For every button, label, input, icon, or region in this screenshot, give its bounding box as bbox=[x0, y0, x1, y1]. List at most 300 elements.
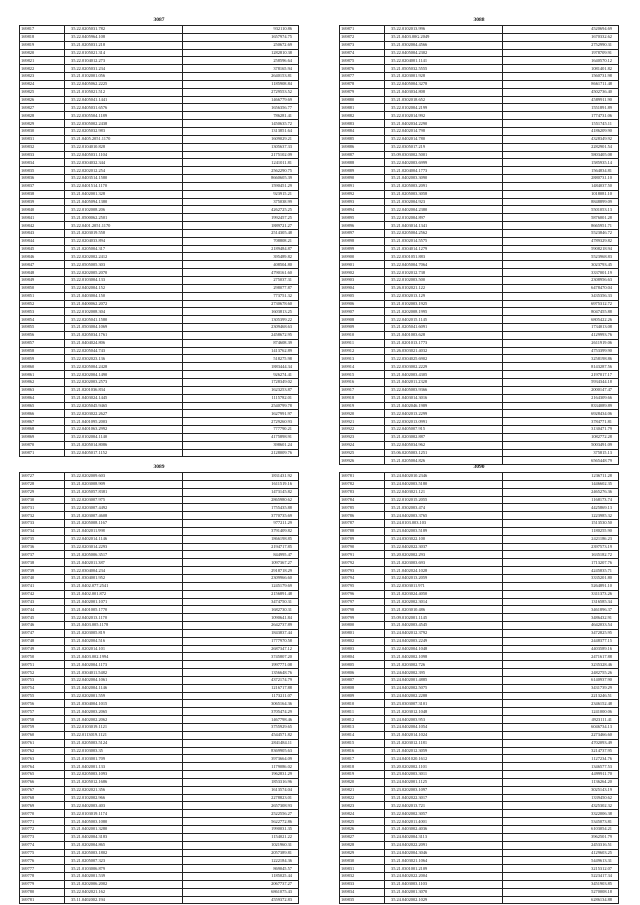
table-row bbox=[20, 277, 299, 285]
amount-cell: 1081401.82 bbox=[503, 65, 619, 73]
table-row bbox=[20, 512, 299, 520]
code-cell: 35.22.0302023.136 bbox=[65, 355, 183, 363]
row-id-cell: 169903 bbox=[340, 277, 385, 285]
row-id-cell: 169897 bbox=[340, 229, 385, 237]
row-id-cell: 169818 bbox=[340, 763, 385, 771]
amount-cell: 1313851.64 bbox=[183, 127, 299, 135]
code-cell: 35.24.0103.003.103 bbox=[385, 520, 503, 528]
row-id-cell: 169804 bbox=[340, 653, 385, 661]
row-id-cell: 169850 bbox=[20, 284, 65, 292]
code-cell: 35.11.0402002.194 bbox=[65, 896, 183, 904]
code-cell: 35.22.0102012.738 bbox=[385, 269, 503, 277]
row-id-cell: 169777 bbox=[20, 865, 65, 873]
code-cell: 35.21.0403003.1103 bbox=[385, 880, 503, 888]
code-cell: 35.21.0203010.486 bbox=[385, 606, 503, 614]
code-cell: 35.21.0205006.3517 bbox=[65, 551, 183, 559]
row-id-cell: 169835 bbox=[20, 167, 65, 175]
row-id-cell: 169891 bbox=[340, 182, 385, 190]
amount-cell: 1316585.34 bbox=[503, 598, 619, 606]
amount-cell: 2865980.62 bbox=[183, 496, 299, 504]
row-id-cell: 169825 bbox=[20, 88, 65, 96]
code-cell: 35.22.0403514.1580 bbox=[65, 175, 183, 183]
code-cell: 35.21.0402002.2062 bbox=[65, 716, 183, 724]
table-row bbox=[20, 888, 299, 896]
code-cell: 35.22.0205031.234 bbox=[65, 65, 183, 73]
code-cell: 35.22.0204033.894 bbox=[65, 237, 183, 245]
code-cell: 35.21.0203008.909 bbox=[65, 480, 183, 488]
row-id-cell: 169795 bbox=[340, 582, 385, 590]
code-cell: 35.22.0402022.3037 bbox=[385, 543, 503, 551]
row-id-cell: 169871 bbox=[20, 449, 65, 457]
code-cell: 35.21.0203002.726 bbox=[385, 661, 503, 669]
table-row bbox=[340, 527, 619, 535]
table-row bbox=[340, 771, 619, 779]
row-id-cell: 169737 bbox=[20, 551, 65, 559]
row-id-cell: 169775 bbox=[20, 849, 65, 857]
amount-cell: 1180255.90 bbox=[503, 527, 619, 535]
row-id-cell: 169857 bbox=[20, 339, 65, 347]
code-cell: 35.21.0304014.1279 bbox=[385, 245, 503, 253]
table-row bbox=[20, 112, 299, 120]
code-cell: 35.24.0402003.5180 bbox=[385, 480, 503, 488]
row-id-cell: 169871 bbox=[340, 26, 385, 34]
amount-cell: 375038.99 bbox=[183, 198, 299, 206]
table-row bbox=[340, 300, 619, 308]
code-cell: 35.21.0201013.1773 bbox=[385, 339, 503, 347]
amount-cell: 5345073.81 bbox=[503, 818, 619, 826]
table-row bbox=[20, 661, 299, 669]
code-cell: 35.21.0402011.387 bbox=[65, 559, 183, 567]
code-cell: 35.21.0402003.3090 bbox=[385, 175, 503, 183]
amount-cell: 2562290.75 bbox=[183, 167, 299, 175]
code-cell: 35.22.0102003.500 bbox=[385, 277, 503, 285]
amount-cell: 2000147.47 bbox=[503, 386, 619, 394]
code-cell: 35.21.0402012.3059 bbox=[385, 747, 503, 755]
row-id-cell: 169805 bbox=[340, 661, 385, 669]
table-row bbox=[20, 669, 299, 677]
amount-cell: 1222184.36 bbox=[183, 857, 299, 865]
code-cell: 35.24.0402003.3765 bbox=[385, 512, 503, 520]
row-id-cell: 169893 bbox=[340, 198, 385, 206]
amount-cell: 2482755.26 bbox=[503, 669, 619, 677]
table-row bbox=[20, 378, 299, 386]
table-row bbox=[20, 825, 299, 833]
amount-cell: 1446602.35 bbox=[503, 480, 619, 488]
code-cell: 35.22.0203014.2293 bbox=[65, 543, 183, 551]
amount-cell: 2471617.88 bbox=[503, 653, 619, 661]
amount-cell: 2514305.48 bbox=[183, 229, 299, 237]
amount-cell: 1484037.50 bbox=[503, 182, 619, 190]
code-cell: 35.21.0402004.1173 bbox=[65, 661, 183, 669]
table-row bbox=[20, 684, 299, 692]
amount-cell: 5523968.83 bbox=[503, 253, 619, 261]
amount-cell: 3755929.65 bbox=[183, 724, 299, 732]
amount-cell: 1611519.16 bbox=[183, 480, 299, 488]
amount-cell: 6805422.26 bbox=[503, 316, 619, 324]
code-cell: 35.22.0304025.6902 bbox=[385, 355, 503, 363]
amount-cell: 2057389.81 bbox=[183, 849, 299, 857]
table-row bbox=[340, 151, 619, 159]
table-body bbox=[340, 26, 619, 465]
row-id-cell: 169727 bbox=[20, 473, 65, 481]
row-id-cell: 169799 bbox=[340, 614, 385, 622]
amount-cell: 4502736.40 bbox=[503, 88, 619, 96]
code-cell: 35.22.0202001.559 bbox=[65, 692, 183, 700]
row-id-cell: 169920 bbox=[340, 410, 385, 418]
row-id-cell: 169796 bbox=[340, 590, 385, 598]
table-row bbox=[20, 324, 299, 332]
amount-cell: 2729260.93 bbox=[183, 418, 299, 426]
code-cell: 35.24.0402022.2091 bbox=[385, 841, 503, 849]
code-cell: 35.22.0402014.1146 bbox=[65, 535, 183, 543]
amount-cell: 6478470.04 bbox=[503, 284, 619, 292]
code-cell: 35.21.0403014.3016 bbox=[385, 394, 503, 402]
code-cell: 35.21.0405094.1380 bbox=[65, 198, 183, 206]
code-cell: 35.24.0402002.1029 bbox=[385, 896, 503, 904]
table-row bbox=[340, 614, 619, 622]
table-row bbox=[340, 331, 619, 339]
amount-cell: 3472825.95 bbox=[503, 629, 619, 637]
amount-cell: 1853316.96 bbox=[183, 778, 299, 786]
code-cell: 35.22.0103003.35 bbox=[65, 747, 183, 755]
table-row bbox=[20, 363, 299, 371]
code-cell: 35.21.0302003.474 bbox=[385, 504, 503, 512]
amount-cell: 5934344.18 bbox=[503, 378, 619, 386]
table-row bbox=[20, 57, 299, 65]
code-cell: 35.21.0205007.323 bbox=[65, 857, 183, 865]
row-id-cell: 169733 bbox=[20, 520, 65, 528]
amount-cell: 5003491.09 bbox=[503, 441, 619, 449]
table-row bbox=[20, 480, 299, 488]
table-row bbox=[340, 167, 619, 175]
row-id-cell: 169830 bbox=[20, 127, 65, 135]
table-row bbox=[20, 418, 299, 426]
amount-cell: 3023793.45 bbox=[503, 261, 619, 269]
code-cell: 35.22.0405041.1441 bbox=[65, 96, 183, 104]
amount-cell: 2611919.06 bbox=[503, 339, 619, 347]
table-row bbox=[340, 143, 619, 151]
row-id-cell: 169831 bbox=[340, 865, 385, 873]
code-cell: 35.22.0403021.121 bbox=[385, 488, 503, 496]
amount-cell: 5523846.72 bbox=[503, 229, 619, 237]
code-cell: 35.21.0402.077.2541 bbox=[65, 582, 183, 590]
row-id-cell: 169762 bbox=[20, 747, 65, 755]
table-row bbox=[20, 214, 299, 222]
table-row bbox=[340, 386, 619, 394]
table-row bbox=[340, 88, 619, 96]
table-row bbox=[340, 65, 619, 73]
amount-cell: 5876001.28 bbox=[503, 214, 619, 222]
table-row bbox=[20, 65, 299, 73]
row-id-cell: 169742 bbox=[20, 590, 65, 598]
row-id-cell: 169831 bbox=[20, 135, 65, 143]
amount-cell: 258596.64 bbox=[183, 57, 299, 65]
code-cell: 35.24.0303022.100 bbox=[385, 535, 503, 543]
amount-cell: 4245835.71 bbox=[503, 567, 619, 575]
amount-cell: 1097367.27 bbox=[183, 559, 299, 567]
amount-cell: 1997771.08 bbox=[183, 661, 299, 669]
row-id-cell: 169901 bbox=[340, 261, 385, 269]
row-id-cell: 169922 bbox=[340, 426, 385, 434]
table-row bbox=[20, 143, 299, 151]
row-id-cell: 169810 bbox=[340, 700, 385, 708]
code-cell: 35.22.0104010.828 bbox=[65, 143, 183, 151]
amount-cell: 4262725.25 bbox=[183, 206, 299, 214]
amount-cell: 1889721.27 bbox=[183, 222, 299, 230]
code-cell: 35.21.0205014.8086 bbox=[65, 441, 183, 449]
amount-cell: 4544571.82 bbox=[183, 731, 299, 739]
code-cell: 35.22.0402015.1145 bbox=[385, 316, 503, 324]
amount-cell: 2642737.89 bbox=[183, 622, 299, 630]
table-row bbox=[20, 449, 299, 457]
amount-cell: 1866198.85 bbox=[183, 535, 299, 543]
amount-cell: 3461896.37 bbox=[503, 606, 619, 614]
table-row bbox=[20, 88, 299, 96]
table-row bbox=[20, 41, 299, 49]
table-row bbox=[340, 57, 619, 65]
code-cell: 35.22.0405004.7064 bbox=[385, 261, 503, 269]
code-cell: 35.22.0402013.2059 bbox=[385, 574, 503, 582]
row-id-cell: 169776 bbox=[20, 857, 65, 865]
row-id-cell: 169822 bbox=[20, 65, 65, 73]
row-id-cell: 169824 bbox=[340, 810, 385, 818]
amount-cell: 3335201.80 bbox=[503, 574, 619, 582]
table-row bbox=[20, 96, 299, 104]
amount-cell: 1305637.33 bbox=[183, 143, 299, 151]
amount-cell: 1466779.69 bbox=[183, 96, 299, 104]
amount-cell: 3705474.29 bbox=[183, 708, 299, 716]
row-id-cell: 169853 bbox=[20, 308, 65, 316]
row-id-cell: 169794 bbox=[340, 574, 385, 582]
code-cell: 35.21.0302004.923 bbox=[385, 198, 503, 206]
table-row bbox=[340, 661, 619, 669]
code-cell: 35.21.0402001.539 bbox=[65, 873, 183, 881]
code-cell: 35.21.0403021.1064 bbox=[385, 857, 503, 865]
table-row bbox=[340, 857, 619, 865]
code-cell: 35.21.0402001.3280 bbox=[65, 825, 183, 833]
table-row bbox=[20, 473, 299, 481]
amount-cell: 1154021.22 bbox=[183, 833, 299, 841]
code-cell: 35.21.0401005.1770 bbox=[65, 606, 183, 614]
table-row bbox=[340, 339, 619, 347]
amount-cell: 8334089.89 bbox=[503, 402, 619, 410]
row-id-cell: 169819 bbox=[340, 771, 385, 779]
amount-cell: 1657974.75 bbox=[183, 33, 299, 41]
table-row bbox=[20, 261, 299, 269]
row-id-cell: 169819 bbox=[20, 41, 65, 49]
row-id-cell: 169809 bbox=[340, 692, 385, 700]
row-id-cell: 169908 bbox=[340, 316, 385, 324]
amount-cell: 3451903.85 bbox=[503, 880, 619, 888]
amount-cell: 250672.69 bbox=[183, 41, 299, 49]
row-id-cell: 169823 bbox=[340, 802, 385, 810]
row-id-cell: 169896 bbox=[340, 222, 385, 230]
row-id-cell: 169894 bbox=[340, 206, 385, 214]
table-row bbox=[20, 190, 299, 198]
row-id-cell: 169859 bbox=[20, 355, 65, 363]
code-cell: 35.22.0305504.1189 bbox=[65, 112, 183, 120]
table-row bbox=[340, 277, 619, 285]
row-id-cell: 169731 bbox=[20, 504, 65, 512]
amount-cell: 2841484.11 bbox=[183, 739, 299, 747]
amount-cell: 6046734.13 bbox=[503, 724, 619, 732]
table-row bbox=[20, 574, 299, 582]
table-row bbox=[20, 120, 299, 128]
row-id-cell: 169862 bbox=[20, 378, 65, 386]
row-id-cell: 169759 bbox=[20, 724, 65, 732]
table-row bbox=[20, 818, 299, 826]
code-cell: 35.21.0402003.4545 bbox=[385, 622, 503, 630]
code-cell: 35.21.0302018.652 bbox=[385, 96, 503, 104]
code-cell: 35.22.0102004.1140 bbox=[65, 433, 183, 441]
row-id-cell: 169918 bbox=[340, 394, 385, 402]
row-id-cell: 169905 bbox=[340, 292, 385, 300]
table-row bbox=[340, 888, 619, 896]
table-row bbox=[340, 104, 619, 112]
code-cell: 35.22.0103019.1121 bbox=[65, 724, 183, 732]
amount-cell: 6103054.21 bbox=[503, 825, 619, 833]
row-id-cell: 169838 bbox=[20, 190, 65, 198]
row-id-cell: 169889 bbox=[340, 167, 385, 175]
amount-cell: 2273466.60 bbox=[503, 731, 619, 739]
table-row bbox=[340, 520, 619, 528]
code-cell: 35.21.0405.2051.1170 bbox=[65, 135, 183, 143]
row-id-cell: 169884 bbox=[340, 127, 385, 135]
amount-cell: 4325302.32 bbox=[503, 802, 619, 810]
table-row bbox=[20, 771, 299, 779]
amount-cell: 1082772.28 bbox=[503, 433, 619, 441]
amount-cell: 1282810.38 bbox=[183, 49, 299, 57]
code-cell: 35.21.0403004.150 bbox=[65, 292, 183, 300]
code-cell: 35.22.0402004.1061 bbox=[65, 676, 183, 684]
table-row bbox=[340, 198, 619, 206]
code-cell: 35.21.0202004.865 bbox=[65, 841, 183, 849]
amount-cell: 1450635.72 bbox=[183, 120, 299, 128]
table-row bbox=[340, 543, 619, 551]
code-cell: 35.22.0405034.962 bbox=[385, 441, 503, 449]
amount-cell: 1613574.04 bbox=[183, 786, 299, 794]
amount-cell: 1990031.35 bbox=[183, 825, 299, 833]
code-cell: 35.22.0401514.1170 bbox=[65, 182, 183, 190]
table-row bbox=[20, 653, 299, 661]
code-cell: 35.24.0402010.2346 bbox=[385, 473, 503, 481]
code-cell: 35.22.0401063.2992 bbox=[65, 426, 183, 434]
code-cell: 35.21.0503004.1069 bbox=[65, 324, 183, 332]
row-id-cell: 169728 bbox=[20, 480, 65, 488]
row-id-cell: 169851 bbox=[20, 292, 65, 300]
amount-cell: 3235328.46 bbox=[503, 661, 619, 669]
code-cell: 35.22.0102013.996 bbox=[385, 26, 503, 34]
table-row bbox=[340, 363, 619, 371]
row-id-cell: 169812 bbox=[340, 716, 385, 724]
table-row bbox=[20, 331, 299, 339]
code-cell: 35.22.0202021.356 bbox=[65, 786, 183, 794]
row-id-cell: 169808 bbox=[340, 684, 385, 692]
table-row bbox=[20, 794, 299, 802]
table-row bbox=[20, 857, 299, 865]
code-cell: 35.24.0402003.953 bbox=[385, 716, 503, 724]
row-id-cell: 169833 bbox=[20, 151, 65, 159]
amount-cell: 3311373.26 bbox=[503, 590, 619, 598]
row-id-cell: 169829 bbox=[340, 849, 385, 857]
amount-cell: 1640570.12 bbox=[503, 57, 619, 65]
code-cell: 35.26.0102021.122 bbox=[385, 284, 503, 292]
amount-cell: 6140937.90 bbox=[503, 676, 619, 684]
row-id-cell: 169765 bbox=[20, 771, 65, 779]
amount-cell: 2752990.31 bbox=[503, 41, 619, 49]
row-id-cell: 169807 bbox=[340, 676, 385, 684]
table-row bbox=[340, 496, 619, 504]
row-id-cell: 169814 bbox=[340, 731, 385, 739]
amount-cell: 1978709.91 bbox=[503, 49, 619, 57]
row-id-cell: 169747 bbox=[20, 629, 65, 637]
table-row bbox=[340, 206, 619, 214]
table-panel bbox=[19, 16, 299, 457]
amount-cell: 2278823.01 bbox=[183, 794, 299, 802]
code-cell: 35.21.0205057.8381 bbox=[65, 488, 183, 496]
amount-cell: 932110.86 bbox=[183, 26, 299, 34]
amount-cell: 4790161.60 bbox=[183, 269, 299, 277]
table-row bbox=[340, 80, 619, 88]
table-row bbox=[20, 222, 299, 230]
row-id-cell: 169914 bbox=[340, 363, 385, 371]
row-id-cell: 169895 bbox=[340, 214, 385, 222]
row-id-cell: 169827 bbox=[20, 104, 65, 112]
code-cell: 35.21.0202014.101 bbox=[65, 645, 183, 653]
row-id-cell: 169926 bbox=[340, 457, 385, 465]
table-row bbox=[20, 488, 299, 496]
code-cell: 35.22.0405003.9366 bbox=[385, 386, 503, 394]
code-cell: 35.21.0403014.1341 bbox=[385, 222, 503, 230]
row-id-cell: 169768 bbox=[20, 794, 65, 802]
code-cell: 35.24.0402002.5075 bbox=[385, 684, 503, 692]
amount-cell: 3745807.20 bbox=[183, 653, 299, 661]
amount-cell: 8143287.56 bbox=[503, 363, 619, 371]
row-id-cell: 169910 bbox=[340, 331, 385, 339]
amount-cell: 4425869.13 bbox=[503, 504, 619, 512]
row-id-cell: 169843 bbox=[20, 229, 65, 237]
row-id-cell: 169781 bbox=[340, 473, 385, 481]
table-row bbox=[20, 582, 299, 590]
amount-cell: 1656356.77 bbox=[183, 104, 299, 112]
amount-cell: 2346152.48 bbox=[503, 700, 619, 708]
row-id-cell: 169816 bbox=[340, 747, 385, 755]
table-row bbox=[20, 135, 299, 143]
code-cell: 35.22.0205004.2562 bbox=[385, 229, 503, 237]
row-id-cell: 169863 bbox=[20, 386, 65, 394]
code-cell: 35.22.0205041.1580 bbox=[65, 316, 183, 324]
amount-cell: 1560731.98 bbox=[503, 73, 619, 81]
row-id-cell: 169890 bbox=[340, 175, 385, 183]
code-cell: 35.21.0402002.1098 bbox=[385, 653, 503, 661]
amount-cell: 1682730.31 bbox=[183, 606, 299, 614]
table-row bbox=[340, 347, 619, 355]
table-row bbox=[20, 520, 299, 528]
table-row bbox=[20, 731, 299, 739]
row-id-cell: 169921 bbox=[340, 418, 385, 426]
table-row bbox=[340, 825, 619, 833]
code-cell: 35.22.0505005.303 bbox=[65, 261, 183, 269]
code-cell: 35.21.0403024.1445 bbox=[65, 394, 183, 402]
code-cell: 35.21.0202008.1995 bbox=[385, 308, 503, 316]
row-id-cell: 169826 bbox=[20, 96, 65, 104]
amount-cell: 2197017.17 bbox=[503, 371, 619, 379]
code-cell: 35.23.0402003.5189 bbox=[385, 527, 503, 535]
code-cell: 35.21.0103001.709 bbox=[65, 755, 183, 763]
amount-cell: 2421186.23 bbox=[503, 535, 619, 543]
table-row bbox=[340, 127, 619, 135]
amount-cell: 2640153.81 bbox=[183, 73, 299, 81]
